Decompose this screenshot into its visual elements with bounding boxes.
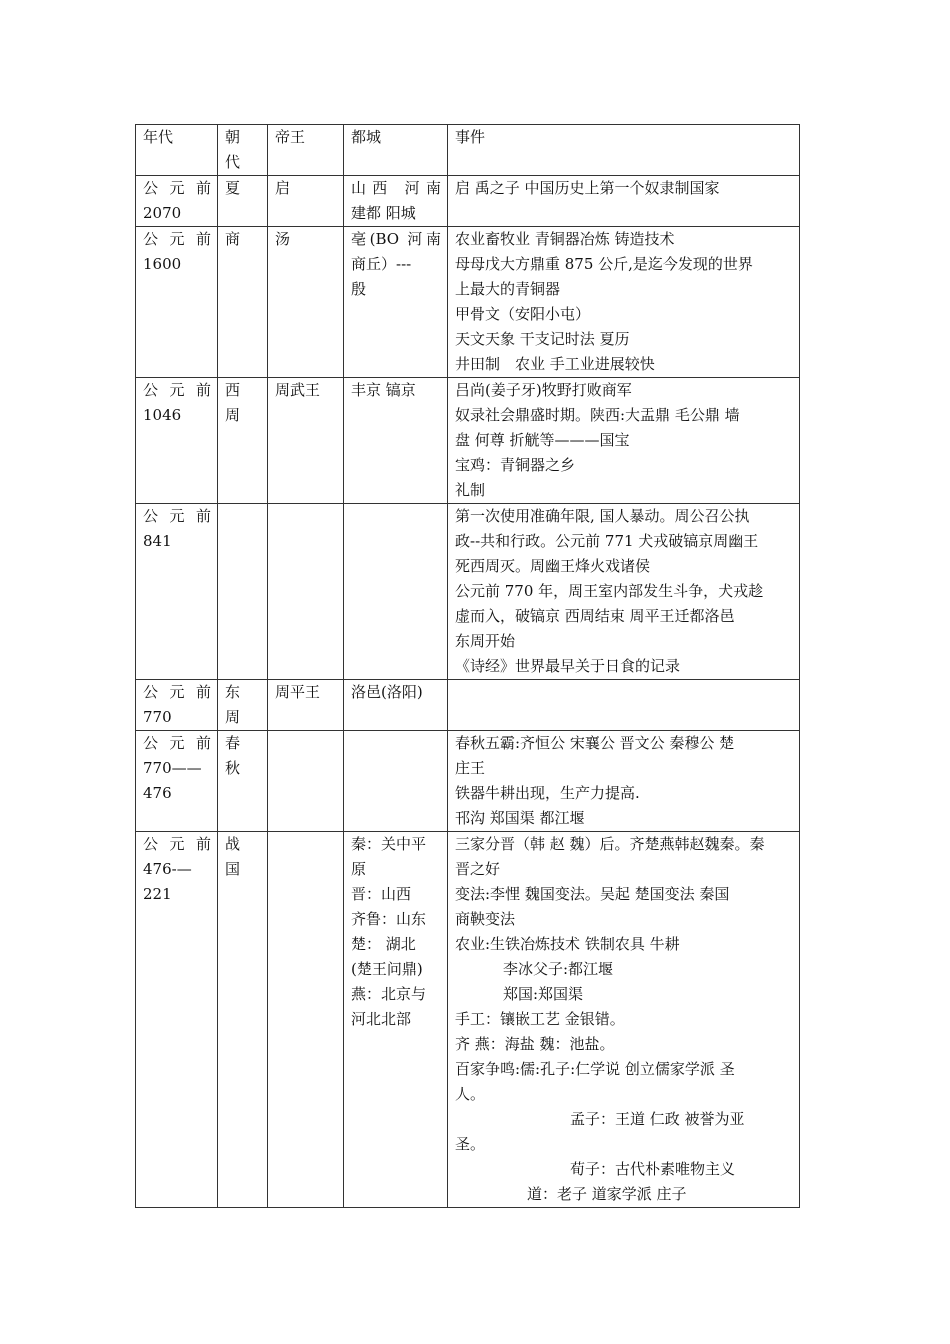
header-year [136,125,218,176]
event-text: 宝鸡：青铜器之乡 [455,456,576,474]
year-text: 221 [143,885,172,903]
dynasty-text: 国 [225,860,241,878]
dynasty-text: 商 [225,230,241,248]
cell-king [268,176,344,227]
capital-text: 河北北部 [351,1010,412,1028]
dynasty-text: 东 [225,683,241,701]
cell-king [268,680,344,731]
history-table [135,124,800,1208]
header-capital [344,125,448,176]
cell-king [268,731,344,832]
cell-events [448,832,800,1208]
event-text: 春秋五霸:齐恒公 宋襄公 晋文公 秦穆公 楚 [455,734,735,752]
table-row [136,832,800,1208]
year-text: 公元前 [143,179,211,197]
event-text: 母母戊大方鼎重 875 公斤,是迄今发现的世界 [455,255,753,273]
king-text: 汤 [275,230,291,248]
header-dynasty-text: 代 [225,153,241,171]
event-text: 吕尚(姜子牙)牧野打败商军 [455,381,632,399]
capital-text: 燕：北京与 [351,985,427,1003]
table-row [136,504,800,680]
header-dynasty-text: 朝 [225,128,241,146]
event-text: 东周开始 [455,632,516,650]
capital-text: 原 [351,860,367,878]
event-text: 铁器牛耕出现，生产力提高. [455,784,640,802]
capital-text: 山西 河南 [351,179,441,197]
year-text: 1046 [143,406,182,424]
year-text: 公元前 [143,381,211,399]
cell-dynasty [218,176,268,227]
header-king [268,125,344,176]
cell-capital [344,176,448,227]
capital-text: 楚： 湖北 [351,935,416,953]
event-text: 礼制 [455,481,486,499]
event-text: 晋之好 [455,860,501,878]
dynasty-text: 战 [225,835,241,853]
year-text: 公元前 [143,507,211,525]
header-events-text: 事件 [455,128,486,146]
event-text: 天文天象 干支记时法 夏历 [455,330,630,348]
cell-capital [344,504,448,680]
cell-capital [344,731,448,832]
cell-events [448,680,800,731]
year-text: 公元前 [143,230,211,248]
cell-year [136,832,218,1208]
event-text: 变法:李悝 魏国变法。吴起 楚国变法 秦国 [455,885,730,903]
event-text: 齐 燕：海盐 魏：池盐。 [455,1035,615,1053]
event-text: 公元前 770 年，周王室内部发生斗争，犬戎趁 [455,582,764,600]
event-text: 甲骨文（安阳小屯） [455,305,591,323]
year-text: 841 [143,532,172,550]
table-row [136,176,800,227]
header-capital-text: 都城 [351,128,382,146]
cell-year [136,504,218,680]
year-text: 公元前 [143,734,211,752]
cell-dynasty [218,680,268,731]
cell-king [268,227,344,378]
cell-dynasty [218,731,268,832]
dynasty-text: 春 [225,734,241,752]
year-text: 1600 [143,255,182,273]
cell-events [448,227,800,378]
capital-text: 晋：山西 [351,885,412,903]
year-text: 476 [143,784,172,802]
event-text: 圣。 [455,1135,486,1153]
cell-year [136,176,218,227]
event-text: 百家争鸣:儒:孔子:仁学说 创立儒家学派 圣 [455,1060,735,1078]
year-text: 770 [143,708,172,726]
table-row [136,680,800,731]
event-text: 第一次使用准确年限, 国人暴动。周公召公执 [455,507,750,525]
header-king-text: 帝王 [275,128,306,146]
year-text: 公元前 [143,835,211,853]
table-row [136,227,800,378]
dynasty-text: 夏 [225,179,241,197]
event-text: 三家分晋（韩 赵 魏）后。齐楚燕韩赵魏秦。秦 [455,835,765,853]
event-text: 死西周灭。周幽王烽火戏诸侯 [455,557,651,575]
capital-text: (楚王问鼎) [351,960,423,978]
event-text: 荀子：古代朴素唯物主义 [570,1160,736,1178]
event-text: 政--共和行政。公元前 771 犬戎破镐京周幽王 [455,532,759,550]
capital-text: 齐鲁：山东 [351,910,427,928]
cell-capital [344,832,448,1208]
dynasty-text: 周 [225,708,241,726]
dynasty-text: 秋 [225,759,241,777]
year-text: 476-— [143,860,192,878]
cell-capital [344,378,448,504]
cell-dynasty [218,227,268,378]
cell-dynasty [218,832,268,1208]
cell-king [268,832,344,1208]
event-text: 奴录社会鼎盛时期。陕西:大盂鼎 毛公鼎 墙 [455,406,740,424]
dynasty-text: 周 [225,406,241,424]
event-text: 手工：镶嵌工艺 金银错。 [455,1010,625,1028]
event-text: 虚而入，破镐京 西周结束 周平王迁都洛邑 [455,607,735,625]
capital-text: 建都 阳城 [351,204,416,222]
cell-year [136,227,218,378]
table-row [136,378,800,504]
capital-text: 秦：关中平 [351,835,427,853]
cell-events [448,731,800,832]
event-text: 农业畜牧业 青铜器冶炼 铸造技术 [455,230,675,248]
header-events [448,125,800,176]
event-text: 农业:生铁冶炼技术 铁制农具 牛耕 [455,935,680,953]
event-text: 人。 [455,1085,486,1103]
cell-events [448,378,800,504]
event-text: 邗沟 郑国渠 都江堰 [455,809,585,827]
cell-events [448,504,800,680]
event-text: 商鞅变法 [455,910,516,928]
cell-capital [344,227,448,378]
king-text: 周平王 [275,683,321,701]
event-text: 郑国:郑国渠 [503,985,584,1003]
table-header-row [136,125,800,176]
event-text: 上最大的青铜器 [455,280,561,298]
event-text: 孟子：王道 仁政 被誉为亚 [570,1110,745,1128]
year-text: 公元前 [143,683,211,701]
event-text: 《诗经》世界最早关于日食的记录 [455,657,681,675]
table-row [136,731,800,832]
cell-dynasty [218,504,268,680]
capital-text: 亳(BO 河南 [351,230,441,248]
capital-text: 殷 [351,280,367,298]
cell-events [448,176,800,227]
event-text: 启 禹之子 中国历史上第一个奴隶制国家 [455,179,720,197]
king-text: 启 [275,179,291,197]
year-text: 770—— [143,759,202,777]
king-text: 周武王 [275,381,321,399]
event-text: 盘 何尊 折觥等———国宝 [455,431,630,449]
cell-king [268,378,344,504]
year-text: 2070 [143,204,182,222]
cell-capital [344,680,448,731]
header-year-text: 年代 [143,128,174,146]
cell-year [136,378,218,504]
cell-king [268,504,344,680]
event-text: 李冰父子:都江堰 [503,960,614,978]
capital-text: 洛邑(洛阳) [351,683,423,701]
capital-text: 丰京 镐京 [351,381,416,399]
event-text: 井田制 农业 手工业进展较快 [455,355,655,373]
cell-dynasty [218,378,268,504]
cell-year [136,731,218,832]
dynasty-text: 西 [225,381,241,399]
header-dynasty [218,125,268,176]
event-text: 道：老子 道家学派 庄子 [527,1185,687,1203]
cell-year [136,680,218,731]
capital-text: 商丘）--- [351,255,412,273]
event-text: 庄王 [455,759,486,777]
